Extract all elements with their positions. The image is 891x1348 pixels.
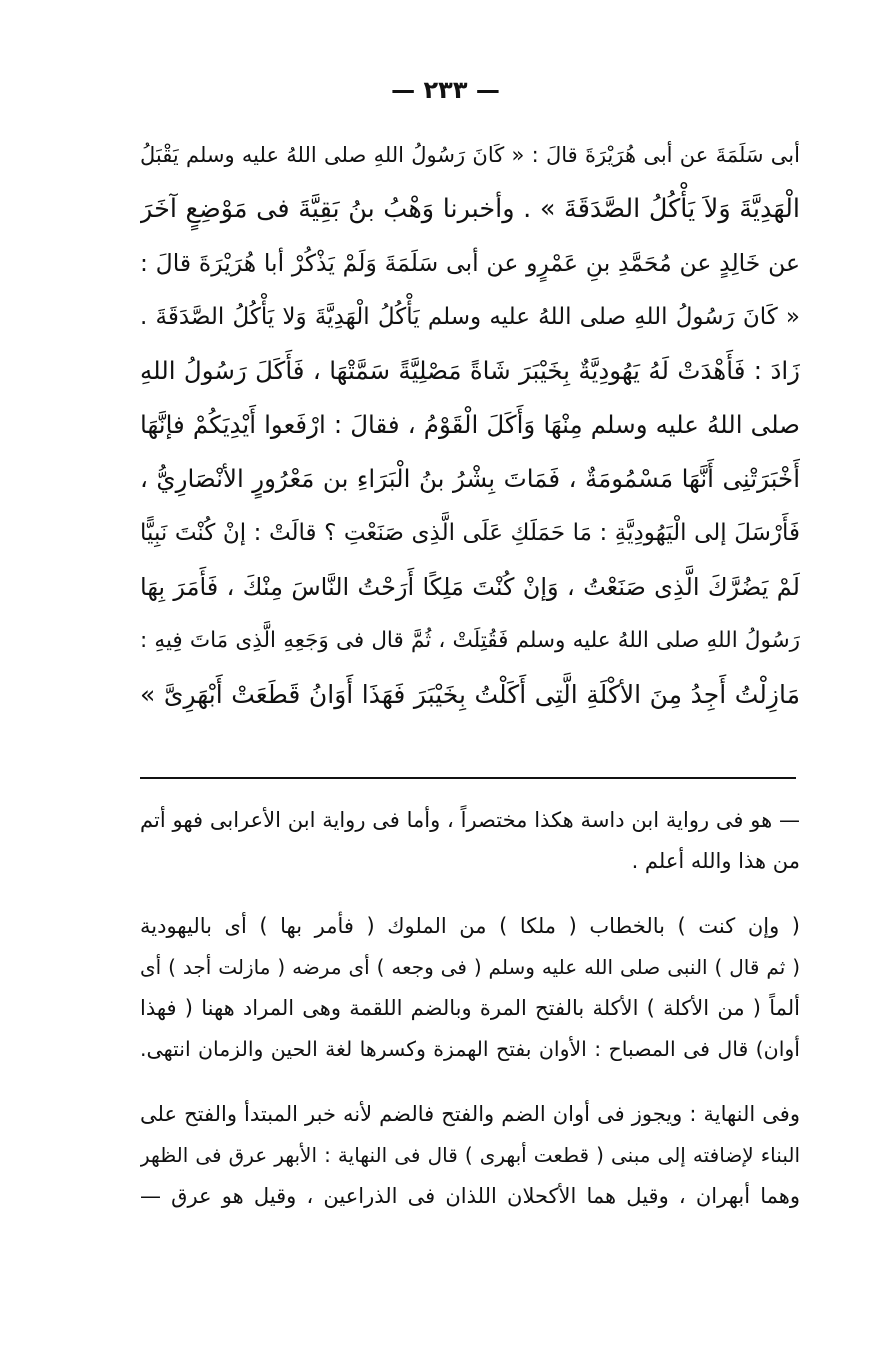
hadith-text (140, 128, 800, 722)
footnote-line: ألماً ( من الأكلة ) الأكلة بالفتح المرة وبالضم اللقمة وهى المراد ههنا ( فهذا (140, 996, 800, 1020)
text-line: « كَانَ رَسُولُ اللهِ صلى اللهُ عليه وسلم يَأْكُلُ الْهَدِيَّةَ وَلا يَأْكُلُ الصَّدَقَةَ . (140, 304, 800, 330)
footnote-paragraph (140, 1094, 800, 1217)
text-line: زَادَ : فَأَهْدَتْ لَهُ يَهُودِيَّةٌ بِخَيْبَرَ شَاةً مَصْلِيَّةً سَمَّتْهَا ، فَأَكَلَ رَسُولُ اللهِ (140, 356, 800, 385)
text-line: عن خَالِدٍ عن مُحَمَّدِ بنِ عَمْرٍو عن أبى سَلَمَةَ وَلَمْ يَذْكُرْ أبا هُرَيْرَةَ قالَ : (140, 249, 800, 277)
footnote-line: أوان) قال فى المصباح : الأوان بفتح الهمزة وكسرها لغة الحين والزمان انتهى. (140, 1037, 800, 1061)
page-number: — ٢٣٣ — (391, 76, 500, 104)
text-line: أبى سَلَمَةَ عن أبى هُرَيْرَةَ قالَ : « كَانَ رَسُولُ اللهِ صلى اللهُ عليه وسلم يَقْبَلُ (140, 143, 800, 167)
text-line: صلى اللهُ عليه وسلم مِنْهَا وَأَكَلَ الْقَوْمُ ، فقالَ : ارْفَعوا أَيْدِيَكُمْ فإنَّهَا (140, 410, 800, 439)
text-line: الْهَدِيَّةَ وَلاَ يَأْكُلُ الصَّدَقَةَ » . وأخبرنا وَهْبُ بنُ بَقِيَّةَ فى مَوْضِعٍ آخَرَ (140, 194, 800, 224)
footnote-line: وفى النهاية : ويجوز فى أوان الضم والفتح فالضم لأنه خبر المبتدأ والفتح على (140, 1102, 800, 1126)
text-line: أَخْبَرَتْنِى أَنَّهَا مَسْمُومَةٌ ، فَمَاتَ بِشْرُ بنُ الْبَرَاءِ بن مَعْرُورٍ الأنْصَارِيُّ ، (140, 464, 800, 493)
text-line: فَأَرْسَلَ إلى الْيَهُودِيَّةِ : مَا حَمَلَكِ عَلَى الَّذِى صَنَعْتِ ؟ قالَتْ : إنْ كُنْتَ نَبِيًّا (140, 520, 800, 546)
footnote-line: — هو فى رواية ابن داسة هكذا مختصراً ، وأما فى رواية ابن الأعرابى فهو أتم (140, 808, 800, 832)
footnote-line: البناء لإضافته إلى مبنى ( قطعت أبهرى ) قال فى النهاية : الأبهر عرق فى الظهر (140, 1143, 800, 1167)
commentary-footnotes (140, 800, 800, 1217)
text-line: رَسُولُ اللهِ صلى اللهُ عليه وسلم فَقُتِلَتْ ، ثُمَّ قال فى وَجَعِهِ الَّذِى مَاتَ فِيهِ : (140, 628, 800, 653)
footnote-paragraph (140, 906, 800, 1070)
footnote-line: من هذا والله أعلم . (631, 849, 800, 873)
text-line: مَازِلْتُ أَجِدُ مِنَ الأكْلَةِ الَّتِى أَكَلْتُ بِخَيْبَرَ فَهَذَا أَوَانُ قَطَعَتْ أَبْهَرِىَّ » (140, 680, 800, 709)
footnote-line: وهما أبهران ، وقيل هما الأكحلان اللذان فى الذراعين ، وقيل هو عرق — (140, 1184, 800, 1208)
footnote-paragraph (140, 800, 800, 882)
footnote-separator (140, 777, 796, 779)
footnote-line: ( وإن كنت ) بالخطاب ( ملكا ) من الملوك ( فأمر بها ) أى باليهودية (140, 914, 800, 938)
text-line: لَمْ يَضُرَّكَ الَّذِى صَنَعْتُ ، وَإنْ كُنْتَ مَلِكًا أَرَحْتُ النَّاسَ مِنْكَ ، فَأَمَرَ بِهَا (140, 573, 800, 601)
footnote-line: ( ثم قال ) النبى صلى الله عليه وسلم ( فى وجعه ) أى مرضه ( مازلت أجد ) أى (140, 955, 800, 979)
